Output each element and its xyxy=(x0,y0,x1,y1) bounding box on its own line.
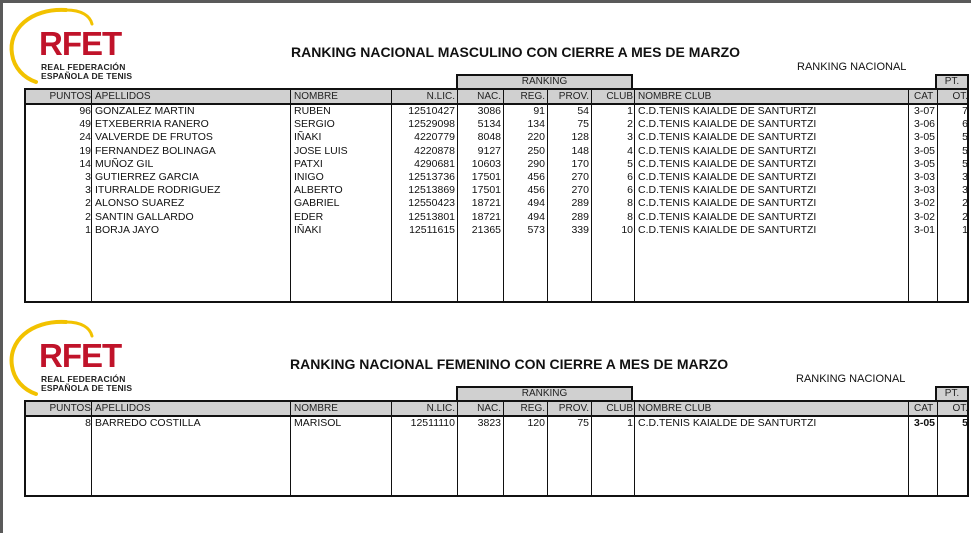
cell-nombre: EDER xyxy=(294,210,324,223)
column-header-nombre: NOMBRE xyxy=(294,403,338,414)
cell-prov: 270 xyxy=(571,171,589,183)
column-divider xyxy=(457,402,458,495)
column-divider xyxy=(391,402,392,495)
column-header-nac: NAC. xyxy=(477,91,501,102)
column-divider xyxy=(503,402,504,495)
cell-club: 8 xyxy=(627,197,633,210)
cell-ot: 3 xyxy=(962,184,968,197)
cell-nombre-club: C.D.TENIS KAIALDE DE SANTURTZI xyxy=(638,197,817,210)
cell-club: 8 xyxy=(627,210,633,223)
ranking-group-header: RANKING xyxy=(456,74,633,90)
cell-reg: 573 xyxy=(527,223,545,236)
cell-nac: 5134 xyxy=(477,118,501,131)
cell-reg: 134 xyxy=(527,118,545,131)
cell-puntos: 8 xyxy=(85,417,91,429)
cell-reg: 91 xyxy=(533,105,545,117)
logo-abbr: RFET xyxy=(39,337,122,374)
column-header-cat: CAT xyxy=(914,91,934,102)
cell-nac: 17501 xyxy=(471,184,501,197)
cell-nombre-club: C.D.TENIS KAIALDE DE SANTURTZI xyxy=(638,105,817,117)
cell-nombre: GABRIEL xyxy=(294,197,340,210)
cell-cat: 3-03 xyxy=(914,171,936,183)
column-header-ot: OT. xyxy=(952,91,968,102)
cell-puntos: 24 xyxy=(79,131,91,144)
logo-line2: ESPAÑOLA DE TENIS xyxy=(41,71,133,81)
cell-puntos: 96 xyxy=(79,105,91,117)
cell-apellidos: MUÑOZ GIL xyxy=(95,157,154,170)
cell-nlic: 12513736 xyxy=(408,171,455,183)
logo-line1: REAL FEDERACIÓN xyxy=(41,62,126,72)
column-header-puntos: PUNTOS xyxy=(49,403,91,414)
cell-apellidos: ETXEBERRIA RANERO xyxy=(95,118,209,131)
cell-apellidos: GONZALEZ MARTIN xyxy=(95,105,195,117)
cell-nlic: 12513869 xyxy=(408,184,455,197)
cell-club: 3 xyxy=(627,131,633,144)
cell-nombre-club: C.D.TENIS KAIALDE DE SANTURTZI xyxy=(638,144,817,157)
cell-apellidos: ALONSO SUAREZ xyxy=(95,197,185,210)
cell-club: 2 xyxy=(627,118,633,131)
column-header-ot: OT. xyxy=(952,403,968,414)
cell-apellidos: GUTIERREZ GARCIA xyxy=(95,171,199,183)
cell-reg: 250 xyxy=(527,144,545,157)
cell-ot: 5 xyxy=(962,417,968,429)
cell-nombre: IÑAKI xyxy=(294,223,322,236)
column-divider xyxy=(290,402,291,495)
page-title: RANKING NACIONAL FEMENINO CON CIERRE A MES DE MARZO xyxy=(290,356,729,372)
cell-club: 1 xyxy=(627,417,633,429)
cell-nlic: 12511110 xyxy=(410,417,455,429)
logo-line2: ESPAÑOLA DE TENIS xyxy=(41,383,133,393)
cell-cat: 3-03 xyxy=(914,184,936,197)
cell-prov: 289 xyxy=(571,210,589,223)
cell-reg: 494 xyxy=(527,210,545,223)
cell-reg: 494 xyxy=(527,197,545,210)
cell-ot: 3 xyxy=(962,171,968,183)
cell-nlic: 12513801 xyxy=(408,210,455,223)
cell-ot: 5 xyxy=(962,144,968,157)
cell-ot: 6 xyxy=(962,118,968,131)
cell-nombre: MARISOL xyxy=(294,417,342,429)
column-header-reg: REG. xyxy=(520,403,545,414)
cell-prov: 170 xyxy=(571,157,589,170)
cell-nac: 18721 xyxy=(471,197,501,210)
cell-nombre: PATXI xyxy=(294,157,323,170)
rfet-logo xyxy=(6,318,136,398)
cell-apellidos: ITURRALDE RODRIGUEZ xyxy=(95,184,221,197)
cell-prov: 270 xyxy=(571,184,589,197)
page-title: RANKING NACIONAL MASCULINO CON CIERRE A MES DE MARZO xyxy=(291,44,741,60)
cell-apellidos: VALVERDE DE FRUTOS xyxy=(95,131,213,144)
column-divider xyxy=(591,402,592,495)
cell-club: 1 xyxy=(627,105,633,117)
cell-nlic: 12529098 xyxy=(408,118,455,131)
cell-puntos: 49 xyxy=(79,118,91,131)
cell-cat: 3-05 xyxy=(914,131,936,144)
page-subtitle: RANKING NACIONAL xyxy=(797,61,907,73)
cell-nlic: 12550423 xyxy=(408,197,455,210)
cell-ot: 2 xyxy=(962,197,968,210)
cell-ot: 5 xyxy=(962,131,968,144)
logo-line1: REAL FEDERACIÓN xyxy=(41,374,126,384)
column-header-nombre-club: NOMBRE CLUB xyxy=(638,403,712,414)
cell-prov: 148 xyxy=(571,144,589,157)
column-header-apellidos: APELLIDOS xyxy=(95,91,151,102)
cell-nac: 10603 xyxy=(471,157,501,170)
column-header-prov: PROV. xyxy=(558,403,589,414)
column-divider xyxy=(91,402,92,495)
cell-nac: 8048 xyxy=(477,131,501,144)
cell-reg: 456 xyxy=(527,171,545,183)
cell-prov: 128 xyxy=(571,131,589,144)
cell-apellidos: BARREDO COSTILLA xyxy=(95,417,201,429)
cell-nombre-club: C.D.TENIS KAIALDE DE SANTURTZI xyxy=(638,184,817,197)
logo-abbr: RFET xyxy=(39,25,122,62)
cell-ot: 5 xyxy=(962,157,968,170)
cell-nac: 9127 xyxy=(477,144,501,157)
cell-nombre: SERGIO xyxy=(294,118,335,131)
column-header-prov: PROV. xyxy=(558,91,589,102)
column-divider xyxy=(547,402,548,495)
cell-club: 6 xyxy=(627,184,633,197)
column-header-nac: NAC. xyxy=(477,403,501,414)
pt-group-header: PT. xyxy=(935,74,969,90)
column-header-apellidos: APELLIDOS xyxy=(95,403,151,414)
cell-cat: 3-06 xyxy=(914,118,936,131)
cell-puntos: 2 xyxy=(85,197,91,210)
cell-ot: 7 xyxy=(962,105,968,117)
column-divider xyxy=(634,402,635,495)
cell-apellidos: SANTIN GALLARDO xyxy=(95,210,194,223)
column-header-nombre-club: NOMBRE CLUB xyxy=(638,91,712,102)
cell-nac: 21365 xyxy=(471,223,501,236)
cell-reg: 120 xyxy=(527,417,545,429)
cell-puntos: 1 xyxy=(85,223,91,236)
column-header-club: CLUB xyxy=(606,403,633,414)
cell-cat: 3-05 xyxy=(914,144,936,157)
column-header-cat: CAT xyxy=(914,403,934,414)
column-header-club: CLUB xyxy=(606,91,633,102)
cell-reg: 220 xyxy=(527,131,545,144)
cell-nlic: 4220779 xyxy=(414,131,455,144)
cell-club: 4 xyxy=(627,144,633,157)
column-header-nombre: NOMBRE xyxy=(294,91,338,102)
cell-nombre: RUBEN xyxy=(294,105,331,117)
cell-prov: 289 xyxy=(571,197,589,210)
cell-prov: 54 xyxy=(577,105,589,117)
pt-group-header: PT. xyxy=(935,386,969,402)
table-row xyxy=(26,417,967,430)
cell-nombre: ALBERTO xyxy=(294,184,343,197)
cell-nombre-club: C.D.TENIS KAIALDE DE SANTURTZI xyxy=(638,223,817,236)
cell-cat: 3-05 xyxy=(914,157,936,170)
column-header-puntos: PUNTOS xyxy=(49,91,91,102)
cell-nombre-club: C.D.TENIS KAIALDE DE SANTURTZI xyxy=(638,417,817,429)
cell-puntos: 19 xyxy=(79,144,91,157)
cell-puntos: 3 xyxy=(85,184,91,197)
cell-cat: 3-01 xyxy=(914,223,936,236)
cell-nombre: INIGO xyxy=(294,171,324,183)
cell-cat: 3-02 xyxy=(914,197,936,210)
cell-prov: 75 xyxy=(577,417,589,429)
cell-nombre: JOSE LUIS xyxy=(294,144,348,157)
cell-reg: 456 xyxy=(527,184,545,197)
cell-apellidos: FERNANDEZ BOLINAGA xyxy=(95,144,216,157)
cell-ot: 2 xyxy=(962,210,968,223)
cell-apellidos: BORJA JAYO xyxy=(95,223,159,236)
cell-nac: 18721 xyxy=(471,210,501,223)
cell-nlic: 12511615 xyxy=(409,223,455,236)
cell-nombre-club: C.D.TENIS KAIALDE DE SANTURTZI xyxy=(638,210,817,223)
cell-club: 10 xyxy=(621,223,633,236)
ranking-table xyxy=(24,400,969,497)
column-divider xyxy=(908,402,909,495)
cell-club: 6 xyxy=(627,171,633,183)
column-header-nlic: N.LIC. xyxy=(426,403,455,414)
cell-nombre: IÑAKI xyxy=(294,131,322,144)
cell-nombre-club: C.D.TENIS KAIALDE DE SANTURTZI xyxy=(638,157,817,170)
cell-nombre-club: C.D.TENIS KAIALDE DE SANTURTZI xyxy=(638,131,817,144)
cell-nlic: 4220878 xyxy=(414,144,455,157)
cell-nac: 3086 xyxy=(477,105,501,117)
column-header-nlic: N.LIC. xyxy=(426,91,455,102)
cell-nac: 3823 xyxy=(477,417,501,429)
cell-nlic: 12510427 xyxy=(408,105,455,117)
cell-cat: 3-05 xyxy=(914,417,936,429)
cell-nombre-club: C.D.TENIS KAIALDE DE SANTURTZI xyxy=(638,118,817,131)
cell-prov: 75 xyxy=(577,118,589,131)
cell-puntos: 3 xyxy=(85,171,91,183)
column-header-reg: REG. xyxy=(520,91,545,102)
cell-puntos: 2 xyxy=(85,210,91,223)
cell-nlic: 4290681 xyxy=(414,157,455,170)
cell-puntos: 14 xyxy=(79,157,91,170)
cell-cat: 3-07 xyxy=(914,105,936,117)
cell-nac: 17501 xyxy=(471,171,501,183)
ranking-group-header: RANKING xyxy=(456,386,633,402)
cell-ot: 1 xyxy=(962,223,968,236)
column-divider xyxy=(937,402,938,495)
cell-prov: 339 xyxy=(571,223,589,236)
cell-reg: 290 xyxy=(527,157,545,170)
page-subtitle: RANKING NACIONAL xyxy=(796,373,906,385)
cell-nombre-club: C.D.TENIS KAIALDE DE SANTURTZI xyxy=(638,171,817,183)
cell-cat: 3-02 xyxy=(914,210,936,223)
cell-club: 5 xyxy=(627,157,633,170)
table-header xyxy=(26,402,967,417)
